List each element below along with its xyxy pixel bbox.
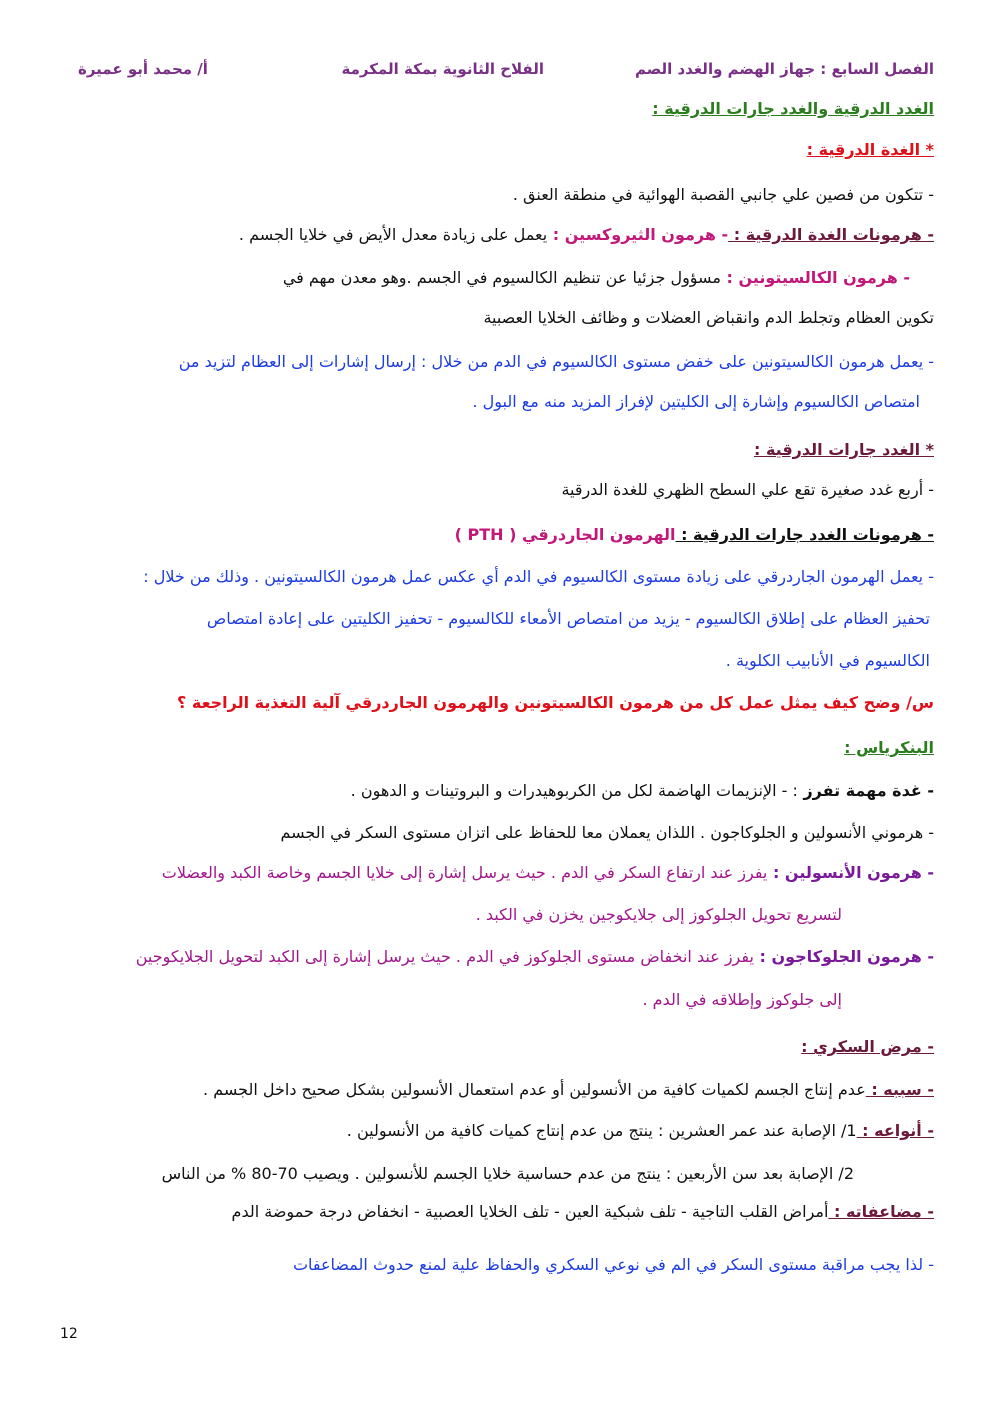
text-line — [513, 184, 934, 206]
text-span: : - الإنزيمات الهاضمة لكل من الكربوهيدرات و البروتينات و الدهون . — [350, 781, 798, 800]
text-span: مسؤول جزئيا عن تنظيم الكالسيوم في الجسم .وهو معدن مهم في — [282, 268, 721, 287]
text-span: تحفيز العظام على إطلاق الكالسيوم - يزيد من امتصاص الأمعاء للكالسيوم - تحفيز الكليتين على إعادة امتصاص — [206, 609, 930, 628]
text-span: - مضاعفاته : — [828, 1202, 934, 1221]
text-span: - هرمونات الغدة الدرقية : — [728, 225, 934, 244]
text-line — [652, 98, 934, 120]
text-span: الكالسيوم في الأنابيب الكلوية . — [725, 651, 930, 670]
text-line — [280, 822, 934, 844]
text-span: أمراض القلب التاجية - تلف شبكية العين - تلف الخلايا العصبية - انخفاض درجة حموضة الدم — [231, 1202, 829, 1221]
text-span: س/ وضح كيف يمثل عمل كل من هرمون الكالسيتونين والهرمون الجاردرقي آلية التغذية الراجعة ؟ — [177, 693, 934, 712]
text-line — [754, 439, 934, 461]
text-span: يعمل على زيادة معدل الأيض في خلايا الجسم . — [238, 225, 548, 244]
text-span: - سببه : — [865, 1080, 934, 1099]
text-line — [455, 524, 934, 546]
text-span: - أربع غدد صغيرة تقع علي السطح الظهري للغدة الدرقية — [561, 480, 934, 499]
text-line — [476, 904, 842, 926]
text-line — [642, 989, 842, 1011]
page-number: 12 — [60, 1326, 78, 1342]
text-line — [293, 1254, 934, 1276]
text-line — [203, 1079, 934, 1101]
text-line — [561, 479, 934, 501]
text-span: الغدد الدرقية والغدد جارات الدرقية : — [652, 99, 934, 118]
text-span: - لذا يجب مراقبة مستوى السكر في الم في نوعي السكري والحفاظ علية لمنع حدوث المضاعفات — [292, 1255, 934, 1274]
text-span: * الغدد جارات الدرقية : — [754, 440, 934, 459]
text-span: امتصاص الكالسيوم وإشارة إلى الكليتين لإفراز المزيد منه مع البول . — [472, 392, 920, 411]
text-line — [239, 224, 934, 246]
text-line — [162, 862, 934, 884]
text-line — [472, 391, 920, 413]
text-line — [726, 650, 930, 672]
school-name: الفلاح الثانوية بمكة المكرمة — [341, 60, 544, 78]
text-span: - مرض السكري : — [801, 1037, 934, 1056]
text-span: * الغدة الدرقية : — [806, 140, 934, 159]
text-line — [801, 1036, 934, 1058]
teacher-name: أ/ محمد أبو عميرة — [78, 60, 208, 78]
text-span: - يعمل الهرمون الجاردرقي على زيادة مستوى الكالسيوم في الدم أي عكس عمل هرمون الكالسيتونين . وذلك من خلال : — [143, 567, 934, 586]
text-line — [844, 737, 934, 759]
text-line — [232, 1201, 934, 1223]
chapter-title: الفصل السابع : جهاز الهضم والغدد الصم — [634, 60, 934, 78]
text-span: - هرمون الكالسيتونين : — [720, 268, 910, 287]
page-header — [78, 60, 934, 86]
text-span: الهرمون الجاردرقي ( PTH ) — [454, 525, 676, 544]
text-span: لتسريع تحويل الجلوكوز إلى جلايكوجين يخزن في الكبد . — [475, 905, 842, 924]
text-span: إلى جلوكوز وإطلاقه في الدم . — [642, 990, 842, 1009]
text-span: يفرز عند انخفاض مستوى الجلوكوز في الدم . حيث يرسل إشارة إلى الكبد لتحويل الجلايكوجين — [135, 947, 754, 966]
text-line — [162, 1163, 854, 1185]
text-span: - هرمون الأنسولين : — [767, 863, 934, 882]
text-span: - يعمل هرمون الكالسيتونين على خفض مستوى الكالسيوم في الدم من خلال : إرسال إشارات إلى العظام لتزيد من — [178, 352, 934, 371]
text-span: - تتكون من فصين علي جانبي القصبة الهوائية في منطقة العنق . — [512, 185, 934, 204]
text-span: - هرمون الجلوكاجون : — [753, 947, 934, 966]
text-span: 1/ الإصابة عند عمر العشرين : ينتج من عدم إنتاج كميات كافية من الأنسولين . — [346, 1121, 857, 1140]
text-span: - أنواعه : — [856, 1121, 934, 1140]
text-span: 2/ الإصابة بعد سن الأربعين : ينتج من عدم حساسية خلايا الجسم للأنسولين . ويصيب 70-80 % من الناس — [161, 1164, 854, 1183]
text-span: - غدة مهمة تفرز — [797, 781, 934, 800]
text-span: - هرمونات الغدد جارات الدرقية : — [675, 525, 934, 544]
text-span: البنكرياس : — [844, 738, 934, 757]
text-line — [283, 267, 910, 289]
text-line — [483, 307, 934, 329]
text-span: تكوين العظام وتجلط الدم وانقباض العضلات و وظائف الخلايا العصبية — [483, 308, 934, 327]
text-span: - هرمون الثيروكسين : — [547, 225, 729, 244]
text-span: عدم إنتاج الجسم لكميات كافية من الأنسولين أو عدم استعمال الأنسولين بشكل صحيح داخل الجسم . — [203, 1080, 866, 1099]
text-line — [207, 608, 930, 630]
text-line — [177, 692, 934, 714]
text-span: - هرموني الأنسولين و الجلوكاجون . اللذان يعملان معا للحفاظ على اتزان مستوى السكر في الجسم — [280, 823, 934, 842]
text-line — [807, 139, 934, 161]
text-line — [351, 780, 934, 802]
text-line — [347, 1120, 934, 1142]
text-span: يفرز عند ارتفاع السكر في الدم . حيث يرسل إشارة إلى خلايا الجسم وخاصة الكبد والعضلات — [161, 863, 768, 882]
text-line — [136, 946, 934, 968]
text-line — [143, 566, 934, 588]
text-line — [179, 351, 934, 373]
